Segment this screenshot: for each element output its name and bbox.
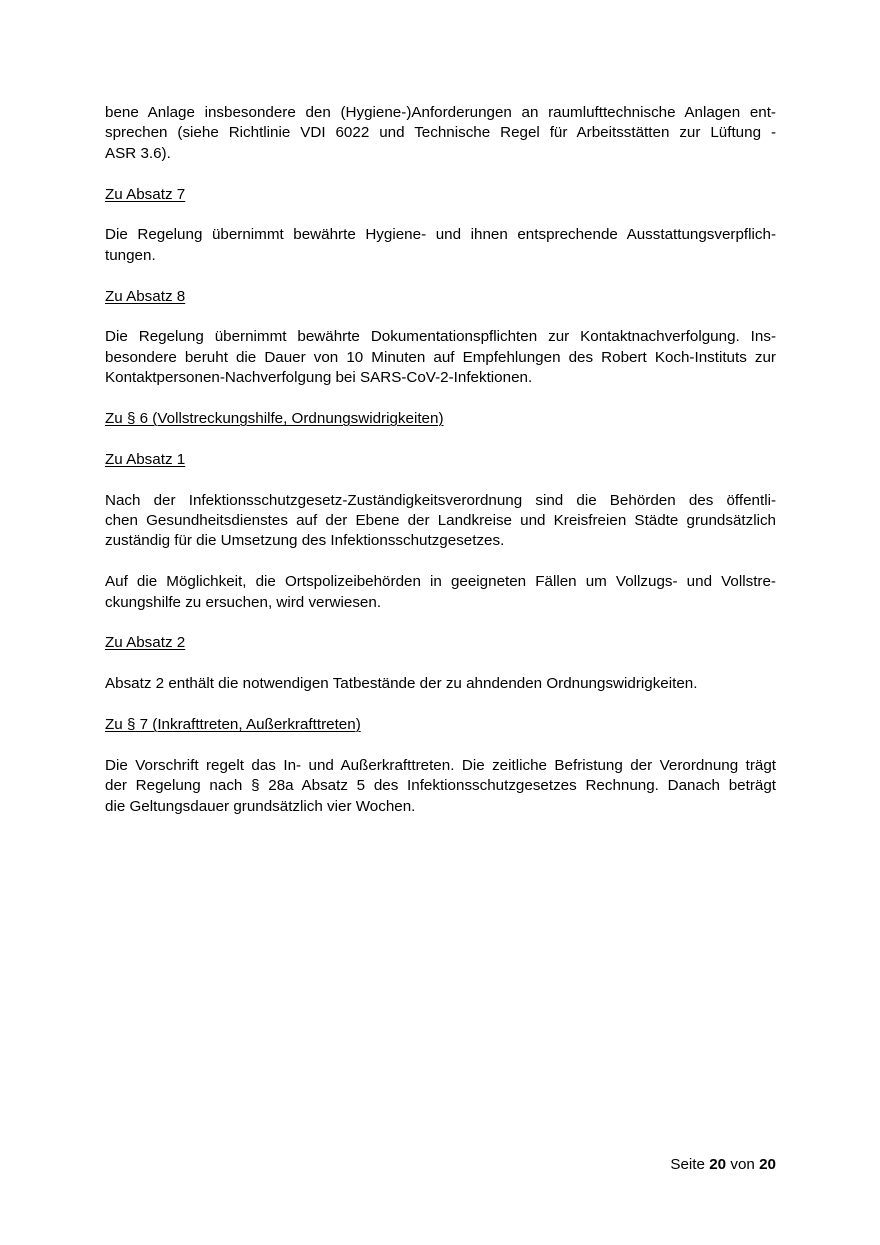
- section-heading: Zu Absatz 1: [105, 450, 186, 468]
- total-pages-number: 20: [759, 1156, 776, 1173]
- page-number-footer: [670, 1155, 776, 1175]
- paragraph-line: Auf die Möglichkeit, die Ortspolizeibehörden in geeigneten Fällen um Vollzugs- und Vollstre-: [105, 573, 776, 591]
- section-heading: Zu Absatz 7: [105, 185, 186, 203]
- paragraph-spacer: [105, 389, 776, 409]
- paragraph-line: zuständig für die Umsetzung des Infektionsschutzgesetzes.: [105, 532, 505, 550]
- paragraph: [105, 327, 776, 388]
- paragraph-spacer: [105, 654, 776, 674]
- paragraph-spacer: [105, 164, 776, 184]
- paragraph-line: der Regelung nach § 28a Absatz 5 des Infektionsschutzgesetzes Rechnung. Danach beträgt: [105, 777, 776, 795]
- page-separator: von: [730, 1156, 755, 1173]
- paragraph: [105, 674, 776, 694]
- section-heading: Zu Absatz 8: [105, 287, 186, 305]
- paragraph-line: ASR 3.6).: [105, 144, 171, 162]
- paragraph-spacer: [105, 613, 776, 633]
- paragraph-spacer: [105, 429, 776, 449]
- paragraph: [105, 103, 776, 164]
- paragraph-line: bene Anlage insbesondere den (Hygiene-)Anforderungen an raumlufttechnische Anlagen ent-: [105, 104, 776, 121]
- paragraph-spacer: [105, 695, 776, 715]
- paragraph-line: Die Regelung übernimmt bewährte Dokumentationspflichten zur Kontaktnachverfolgung. Ins-: [105, 328, 776, 346]
- paragraph-line: Kontaktpersonen-Nachverfolgung bei SARS-CoV-2-Infektionen.: [105, 369, 533, 387]
- paragraph-line: die Geltungsdauer grundsätzlich vier Wochen.: [105, 797, 416, 815]
- paragraph-spacer: [105, 266, 776, 286]
- section-heading: Zu § 6 (Vollstreckungshilfe, Ordnungswidrigkeiten): [105, 410, 444, 428]
- paragraph-spacer: [105, 552, 776, 572]
- paragraph: [105, 225, 776, 266]
- paragraph-line: Die Vorschrift regelt das In- und Außerkrafttreten. Die zeitliche Befristung der Verordnung trägt: [105, 756, 776, 774]
- paragraph-line: tungen.: [105, 246, 156, 264]
- paragraph-line: sprechen (siehe Richtlinie VDI 6022 und Technische Regel für Arbeitsstätten zur Lüftung -: [105, 124, 776, 142]
- page-label: Seite: [670, 1156, 705, 1173]
- section-heading: Zu Absatz 2: [105, 634, 186, 652]
- paragraph-line: chen Gesundheitsdienstes auf der Ebene der Landkreise und Kreisfreien Städte grundsätzlich: [105, 512, 776, 530]
- paragraph-line: ckungshilfe zu ersuchen, wird verwiesen.: [105, 593, 382, 611]
- paragraph: [105, 756, 776, 817]
- paragraph: [105, 491, 776, 552]
- paragraph: [105, 572, 776, 613]
- paragraph-line: Absatz 2 enthält die notwendigen Tatbestände der zu ahndenden Ordnungswidrigkeiten.: [105, 675, 698, 693]
- paragraph-spacer: [105, 307, 776, 327]
- paragraph-line: Die Regelung übernimmt bewährte Hygiene- und ihnen entsprechende Ausstattungsverpflich-: [105, 226, 776, 244]
- paragraph-spacer: [105, 205, 776, 225]
- paragraph-line: Nach der Infektionsschutzgesetz-Zuständigkeitsverordnung sind die Behörden des öffentli-: [105, 491, 776, 509]
- section-heading: Zu § 7 (Inkrafttreten, Außerkrafttreten): [105, 716, 361, 734]
- current-page-number: 20: [709, 1156, 727, 1173]
- paragraph-line: besondere beruht die Dauer von 10 Minuten auf Empfehlungen des Robert Koch-Instituts zur: [105, 348, 776, 366]
- paragraph-spacer: [105, 735, 776, 755]
- paragraph-spacer: [105, 470, 776, 490]
- document-body: [105, 103, 776, 817]
